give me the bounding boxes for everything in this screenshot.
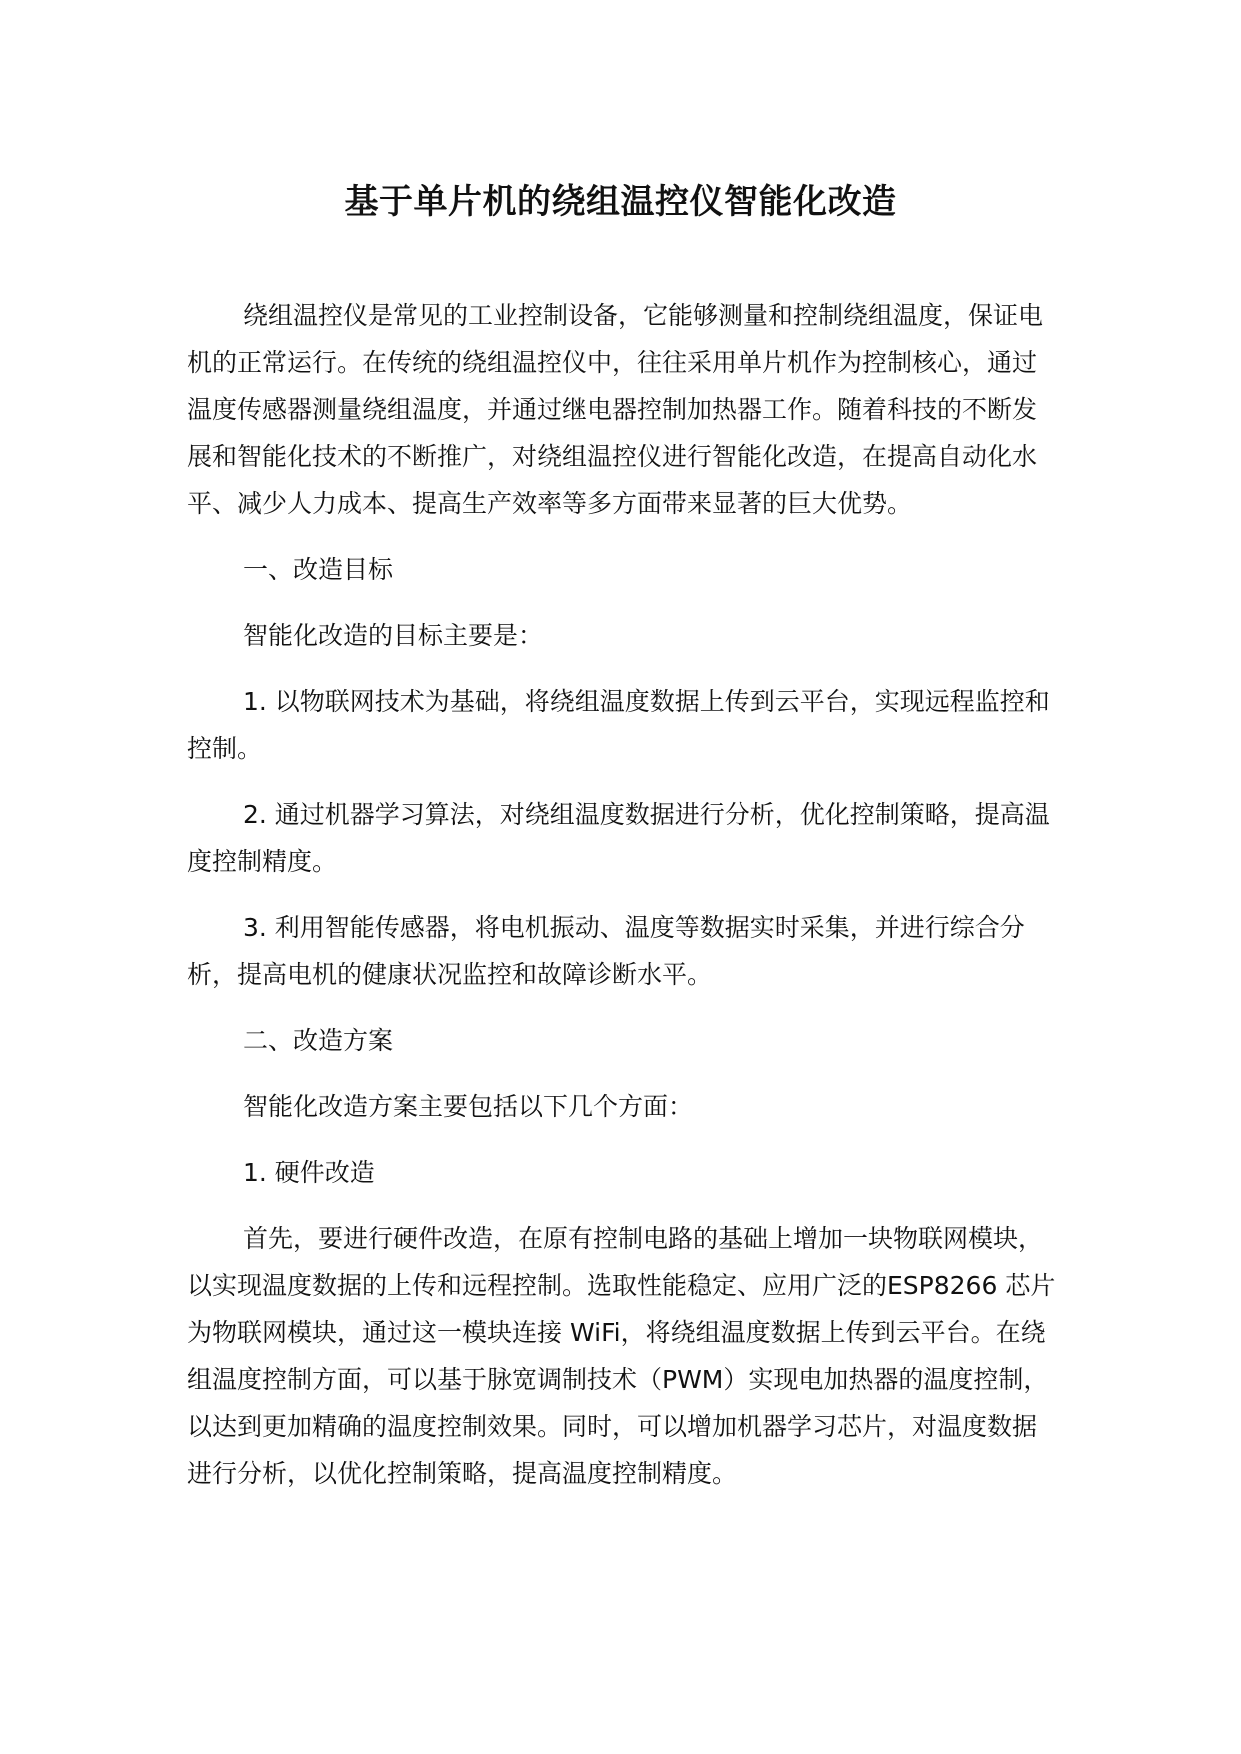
paragraph-goals-intro: 智能化改造的目标主要是： xyxy=(243,621,544,650)
document-body xyxy=(187,292,1057,1516)
paragraph-intro: 绕组温控仪是常见的工业控制设备，它能够测量和控制绕组温度，保证电机的正常运行。在传统的绕组温控仪中，往往采用单片机作为控制核心，通过温度传感器测量绕组温度，并通过继电器控制加热器工作。随着科技的不断发展和智能化技术的不断推广，对绕组温控仪进行智能化改造，在提高自动化水平、减少人力成本、提高生产效率等多方面带来显著的巨大优势。 xyxy=(187,301,1044,518)
list-item-goal-2: 2. 通过机器学习算法，对绕组温度数据进行分析，优化控制策略，提高温度控制精度。 xyxy=(187,800,1050,876)
section-heading-goals: 一、改造目标 xyxy=(243,555,394,584)
paragraph-hardware: 首先，要进行硬件改造，在原有控制电路的基础上增加一块物联网模块，以实现温度数据的上传和远程控制。选取性能稳定、应用广泛的ESP8266 芯片为物联网模块，通过这一模块连接 WiFi，将绕组温度数据上传到云平台。在绕组温度控制方面，可以基于脉宽调制技术（PWM）实现电加热器的温度控制，以达到更加精确的温度控制效果。同时，可以增加机器学习芯片，对温度数据进行分析，以优化控制策略，提高温度控制精度。 xyxy=(187,1224,1056,1488)
subheading-hardware: 1. 硬件改造 xyxy=(243,1158,375,1187)
section-heading-plan: 二、改造方案 xyxy=(243,1026,394,1055)
list-item-goal-3: 3. 利用智能传感器，将电机振动、温度等数据实时采集，并进行综合分析，提高电机的健康状况监控和故障诊断水平。 xyxy=(187,913,1025,989)
paragraph-plan-intro: 智能化改造方案主要包括以下几个方面： xyxy=(243,1092,694,1121)
list-item-goal-1: 1. 以物联网技术为基础，将绕组温度数据上传到云平台，实现远程监控和控制。 xyxy=(187,687,1050,763)
document-title: 基于单片机的绕组温控仪智能化改造 xyxy=(344,182,897,222)
